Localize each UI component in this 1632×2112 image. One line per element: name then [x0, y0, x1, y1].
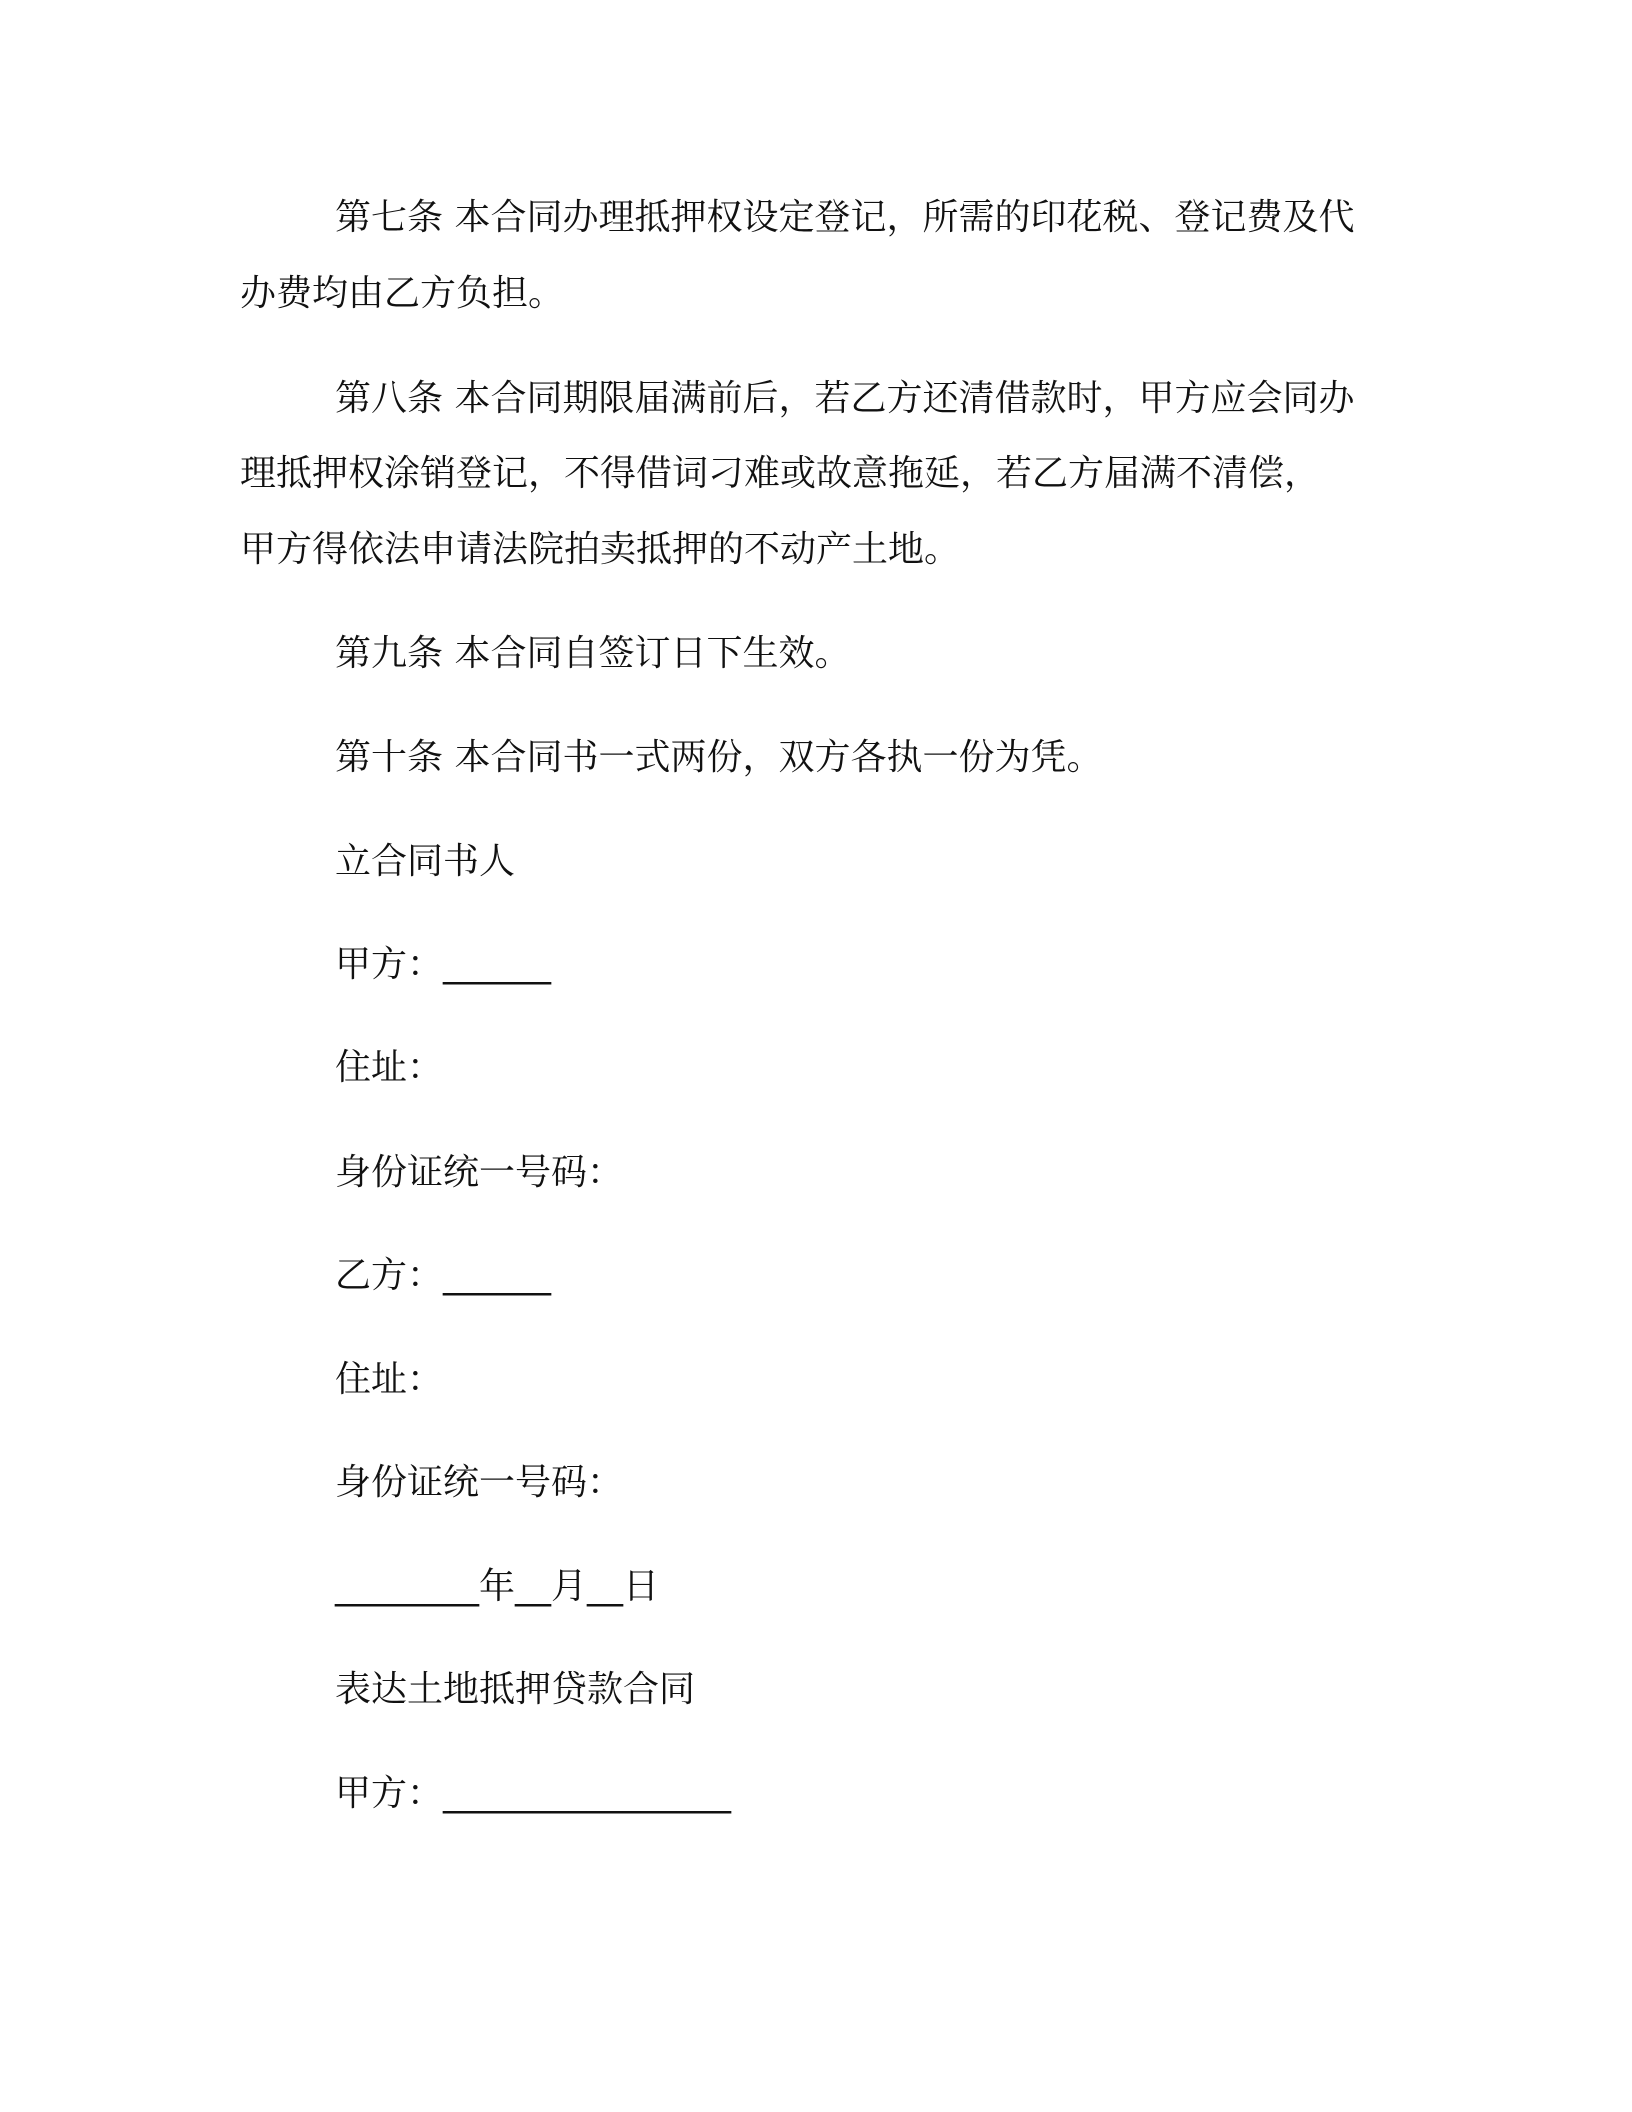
- article-8-line-3: 甲方得依法申请法院拍卖抵押的不动产土地。: [240, 529, 961, 570]
- article-7-line-1: 第七条 本合同办理抵押权设定登记，所需的印花税、登记费及代: [335, 197, 1355, 238]
- party-b-address: 住址：: [335, 1359, 444, 1400]
- party-a-id-number: 身份证统一号码：: [335, 1152, 624, 1193]
- article-10: 第十条 本合同书一式两份，双方各执一份为凭。: [335, 737, 1103, 778]
- next-contract-title: 表达土地抵押贷款合同: [335, 1669, 696, 1710]
- article-8-line-1: 第八条 本合同期限届满前后，若乙方还清借款时，甲方应会同办: [335, 378, 1355, 419]
- signers-heading: 立合同书人: [335, 841, 516, 882]
- article-8-line-2: 理抵押权涂销登记，不得借词刁难或故意拖延，若乙方届满不清偿，: [240, 453, 1321, 494]
- article-9: 第九条 本合同自签订日下生效。: [335, 633, 851, 674]
- party-a-name: 甲方：______: [335, 944, 552, 985]
- party-a-address: 住址：: [335, 1047, 444, 1088]
- signing-date: ________年__月__日: [335, 1566, 660, 1607]
- next-contract-party-a: 甲方：________________: [335, 1773, 732, 1814]
- party-b-name: 乙方：______: [335, 1255, 552, 1296]
- party-b-id-number: 身份证统一号码：: [335, 1462, 624, 1503]
- article-7-line-2: 办费均由乙方负担。: [240, 273, 565, 314]
